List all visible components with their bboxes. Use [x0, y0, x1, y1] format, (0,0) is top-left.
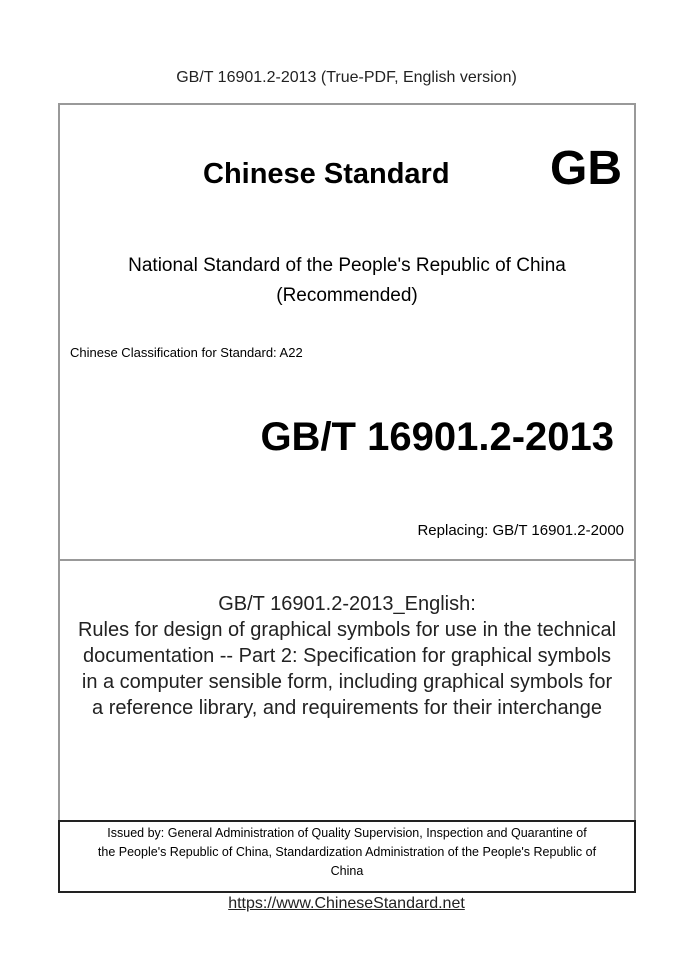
issued-by-line: Issued by: General Administration of Quality Supervision, Inspection and Quarantine of — [107, 826, 587, 840]
gb-mark: GB — [550, 142, 622, 195]
english-title-block — [60, 591, 634, 721]
cover-top-section — [60, 105, 634, 561]
issued-by-box — [58, 820, 636, 893]
issued-by-line: the People's Republic of China, Standardization Administration of the People's Republic of — [97, 845, 597, 859]
national-standard-line: National Standard of the People's Republic of China — [128, 255, 566, 276]
english-title-line: documentation -- Part 2: Specification for graphical symbols — [82, 645, 612, 667]
english-title-line: GB/T 16901.2-2013_English: — [218, 593, 476, 615]
brand-title: Chinese Standard — [203, 158, 450, 190]
english-title-line: Rules for design of graphical symbols for use in the technical — [77, 619, 617, 641]
classification-label: Chinese Classification for Standard: A22 — [70, 345, 303, 360]
replacing-label: Replacing: GB/T 16901.2-2000 — [417, 522, 624, 539]
issued-by-line: China — [330, 864, 364, 878]
website-link[interactable]: https://www.ChineseStandard.net — [228, 895, 465, 912]
english-title-line: in a computer sensible form, including graphical symbols for — [81, 671, 613, 693]
english-title-line: a reference library, and requirements for their interchange — [92, 697, 602, 719]
standard-number: GB/T 16901.2-2013 — [260, 415, 614, 459]
cover-frame — [58, 103, 636, 822]
document-header-title: GB/T 16901.2-2013 (True-PDF, English version) — [176, 69, 517, 86]
recommended-line: (Recommended) — [276, 285, 418, 306]
